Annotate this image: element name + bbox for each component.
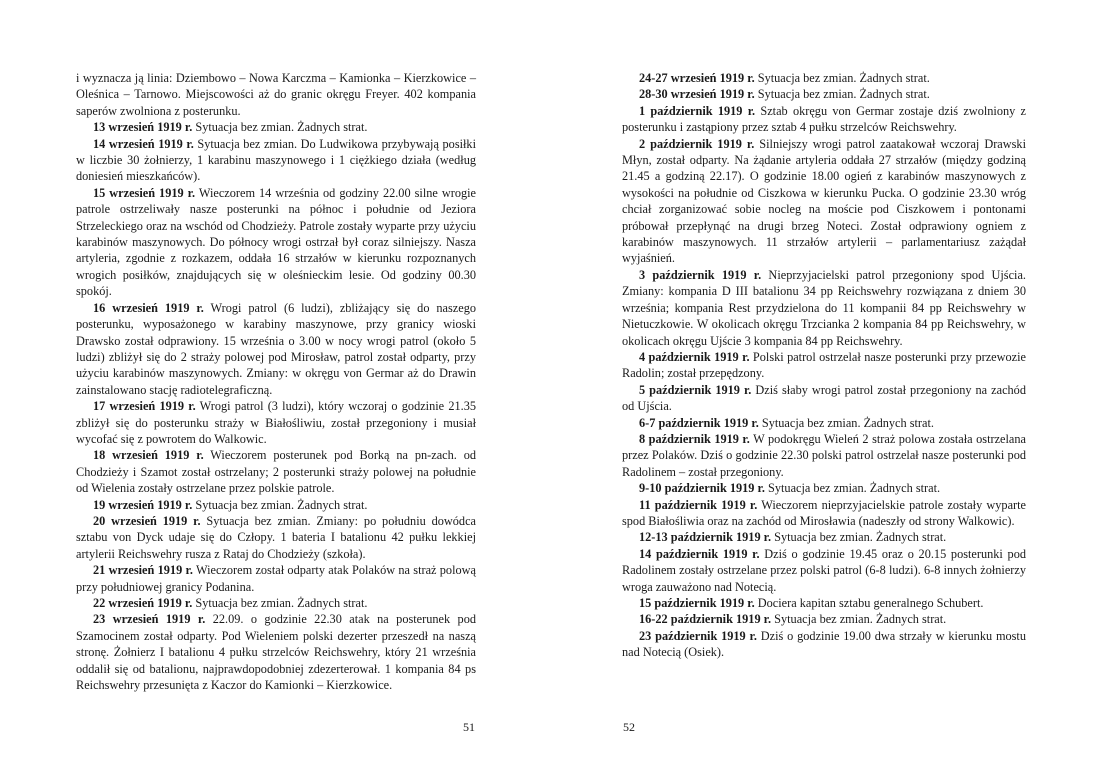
entry-text: Sytuacja bez zmian. Żadnych strat. <box>754 87 930 102</box>
right-paragraph-11 <box>622 529 1026 545</box>
entry-date: 4 październik 1919 r. <box>639 349 750 364</box>
left-paragraph-10 <box>76 595 476 611</box>
entry-date: 14 wrzesień 1919 r. <box>93 136 194 151</box>
entry-text: Sytuacja bez zmian. Zmiany: po południu dowódca sztabu von Dyck udaje się do Człopy. 1 bateria I batalionu 42 pułku lekkiej artylerii Reichswehry rusza z Rataj do Chodzieży (szkoła). <box>76 513 476 561</box>
entry-text: Wieczorem nieprzyjacielskie patrole zostały wyparte spod Białośliwia oraz na zachód od Mirosławia (nadeszły od strony Walkowic). <box>622 497 1027 528</box>
entry-date: 20 wrzesień 1919 r. <box>93 513 201 528</box>
left-paragraph-3 <box>76 185 476 300</box>
right-page-text <box>622 70 1026 661</box>
page-number-left: 51 <box>463 720 475 734</box>
entry-text: Wrogi patrol (6 ludzi), zbliżający się do naszego posterunku, wyposażonego w karabiny maszynowe, przy granicy wioski Drawsko został odprawiony. 15 września o 3.00 w nocy wrogi patrol (około 5 ludzi) zbliżył się do 2 straży polowej pod Mirosław, patrol został odparty, przy użyciu karabinów maszynowych. Zmiany: w okręgu von Germar aż do Drawin zainstalowano stację radiotelegraficzną. <box>76 300 476 397</box>
entry-text: Sytuacja bez zmian. Żadnych strat. <box>758 415 934 430</box>
right-paragraph-12 <box>622 546 1026 595</box>
page-number-right: 52 <box>623 720 635 734</box>
left-paragraph-7 <box>76 497 476 513</box>
right-paragraph-15 <box>622 628 1026 661</box>
entry-text: i wyznacza ją linia: Dziembowo – Nowa Karczma – Kamionka – Kierzkowice – Oleśnica – Tarnowo. Miejscowości aż do granic okręgu Freyer. 402 kompania saperów zwolniona z posterunku. <box>76 71 476 118</box>
entry-date: 1 październik 1919 r. <box>639 103 756 118</box>
entry-date: 14 październik 1919 r. <box>639 546 760 561</box>
entry-text: Sytuacja bez zmian. Żadnych strat. <box>192 596 368 610</box>
entry-date: 15 październik 1919 r. <box>639 596 755 610</box>
entry-text: Sytuacja bez zmian. Do Ludwikowa przybywają posiłki w liczbie 30 żołnierzy, 1 karabinu maszynowego i 1 ciężkiego działa (według doniesień mieszkańców). <box>76 136 476 184</box>
entry-text: Sytuacja bez zmian. Żadnych strat. <box>771 530 947 545</box>
entry-text: Nieprzyjacielski patrol przegoniony spod Ujścia. Zmiany: kompania D III batalionu 34 pp Reichswehry rozwiązana z dniem 30 września; kompania Rest przydzielona do 11 kompanii 84 pp Reichswehry w Nietuczkowie. W okolicach okręgu Trzcianka 2 kompania 84 pp Reichswehry, w okolicach okręgu Ujście 3 kompania 84 pp Reichswehry. <box>622 267 1026 348</box>
entry-date: 22 wrzesień 1919 r. <box>93 596 193 610</box>
right-paragraph-14 <box>622 611 1026 627</box>
entry-text: Sztab okręgu von Germar zostaje dziś zwolniony z posterunku i zastąpiony przez sztab 4 pułku strzelców Reichswehry. <box>622 103 1026 135</box>
right-paragraph-6 <box>622 382 1026 415</box>
entry-date: 16-22 październik 1919 r. <box>639 612 772 627</box>
entry-date: 23 wrzesień 1919 r. <box>93 612 206 627</box>
left-paragraph-11 <box>76 611 476 693</box>
entry-date: 18 wrzesień 1919 r. <box>93 448 204 463</box>
entry-date: 2 październik 1919 r. <box>639 136 755 151</box>
entry-text: Polski patrol ostrzelał nasze posterunki przy przewozie Radolin; został przepędzony. <box>622 349 1026 381</box>
entry-text: Wrogi patrol (3 ludzi), który wczoraj o godzinie 21.35 zbliżył się do posterunku straży w Białośliwiu, został przegoniony i musiał wycofać się z powrotem do Walkowic. <box>76 399 476 446</box>
right-paragraph-13 <box>622 595 1026 611</box>
left-paragraph-8 <box>76 513 476 562</box>
entry-text: Wieczorem został odparty atak Polaków na straż polową przy południowej granicy Podanina. <box>76 563 476 594</box>
entry-date: 16 wrzesień 1919 r. <box>93 300 204 315</box>
right-paragraph-5 <box>622 349 1026 382</box>
right-paragraph-7 <box>622 415 1026 431</box>
entry-date: 21 wrzesień 1919 r. <box>93 563 193 578</box>
entry-text: Dziś o godzinie 19.45 oraz o 20.15 posterunki pod Radolinem zostały ostrzelane przez polski patrol (6-8 ludzi). 6-8 innych żołnierzy wroga zauważono nad Notecią. <box>622 546 1027 594</box>
entry-text: Dociera kapitan sztabu generalnego Schubert. <box>754 596 984 610</box>
left-paragraph-6 <box>76 447 476 496</box>
entry-date: 23 październik 1919 r. <box>639 628 757 643</box>
left-paragraph-0 <box>76 70 476 119</box>
right-paragraph-4 <box>622 267 1026 349</box>
entry-date: 19 wrzesień 1919 r. <box>93 497 193 512</box>
entry-text: Wieczorem posterunek pod Borką na pn-zach. od Chodzieży i Szamot został ostrzelany; 2 posterunki straży polowej na południe od Wielenia zostały ostrzelane przez polskie patrole. <box>76 448 477 496</box>
entry-date: 6-7 październik 1919 r. <box>639 415 759 430</box>
right-paragraph-0 <box>622 70 1026 86</box>
entry-date: 11 październik 1919 r. <box>639 497 758 512</box>
entry-date: 8 październik 1919 r. <box>639 431 750 446</box>
left-paragraph-5 <box>76 398 476 447</box>
entry-date: 17 wrzesień 1919 r. <box>93 399 196 414</box>
right-paragraph-2 <box>622 103 1026 136</box>
entry-date: 15 wrzesień 1919 r. <box>93 185 196 200</box>
entry-date: 24-27 wrzesień 1919 r. <box>639 71 755 85</box>
entry-text: Sytuacja bez zmian. Żadnych strat. <box>192 497 368 512</box>
left-paragraph-9 <box>76 562 476 595</box>
entry-text: Silniejszy wrogi patrol zaatakował wczoraj Drawski Młyn, został odparty. Na żądanie artyleria oddała 27 strzałów (między godziną 21.45 a godziną 22.17). O godzinie 18.00 ogień z karabinów maszynowych z wysokości na południe od Ciszkowa w kierunku Pucka. O godzinie 23.30 wróg chciał zorganizować sobie nocleg na moście pod Ciszkowem i pontonami próbował przepłynąć na drugi brzeg Noteci. Został odprawiony ogniem z karabinów maszynowych. 11 strzałów artylerii – parlamentariusz zażądał wyjaśnień. <box>622 136 1026 266</box>
entry-text: Sytuacja bez zmian. Żadnych strat. <box>754 71 930 85</box>
entry-text: W podokręgu Wieleń 2 straż polowa została ostrzelana przez Polaków. Dziś o godzinie 22.30 polski patrol ostrzelał nasze posterunki pod Radolinem – został przegoniony. <box>622 431 1026 479</box>
entry-text: Dziś o godzinie 19.00 dwa strzały w kierunku mostu nad Notecią (Osiek). <box>622 628 1027 660</box>
entry-date: 5 październik 1919 r. <box>639 382 752 397</box>
entry-text: Dziś słaby wrogi patrol został przegoniony na zachód od Ujścia. <box>622 382 1026 414</box>
entry-text: 22.09. o godzinie 22.30 atak na posterunek pod Szamocinem został odparty. Pod Wieleniem polski dezerter przeszedł na naszą stronę. Żołnierz I batalionu 4 pułku strzelców Reichswehry, który 21 września oddalił się od batalionu, najprawdopodobniej zdezerterował. 1 kompania 84 ps Reichswehry przesunięta z Kaczor do Kamionki – Kierzkowice. <box>76 612 476 693</box>
entry-date: 13 wrzesień 1919 r. <box>93 120 193 135</box>
right-paragraph-8 <box>622 431 1026 480</box>
entry-date: 9-10 październik 1919 r. <box>639 481 765 496</box>
entry-date: 3 październik 1919 r. <box>639 267 762 282</box>
entry-date: 12-13 październik 1919 r. <box>639 530 772 545</box>
left-paragraph-2 <box>76 136 476 185</box>
entry-text: Sytuacja bez zmian. Żadnych strat. <box>771 612 947 627</box>
left-paragraph-1 <box>76 119 476 135</box>
entry-date: 28-30 wrzesień 1919 r. <box>639 87 755 102</box>
left-paragraph-4 <box>76 300 476 398</box>
entry-text: Wieczorem 14 września od godziny 22.00 silne wrogie patrole ostrzeliwały nasze posterunki na północ i południe od Jeziora Strzeleckiego oraz na wschód od Chodzieży. Patrole zostały wyparte przy użyciu karabinów maszynowych. Do północy wrogi ostrzał był coraz silniejszy. Nasza artyleria, zgodnie z rozkazem, oddała 16 strzałów w kierunku rozpoznanych wrogich posiłków, znajdujących się w oleśnieckim lesie. Od godziny 00.30 spokój. <box>76 185 476 299</box>
entry-text: Sytuacja bez zmian. Żadnych strat. <box>764 481 941 496</box>
right-paragraph-10 <box>622 497 1026 530</box>
left-page-text <box>76 70 476 693</box>
right-paragraph-1 <box>622 86 1026 102</box>
right-paragraph-3 <box>622 136 1026 267</box>
right-paragraph-9 <box>622 480 1026 496</box>
entry-text: Sytuacja bez zmian. Żadnych strat. <box>192 120 368 135</box>
